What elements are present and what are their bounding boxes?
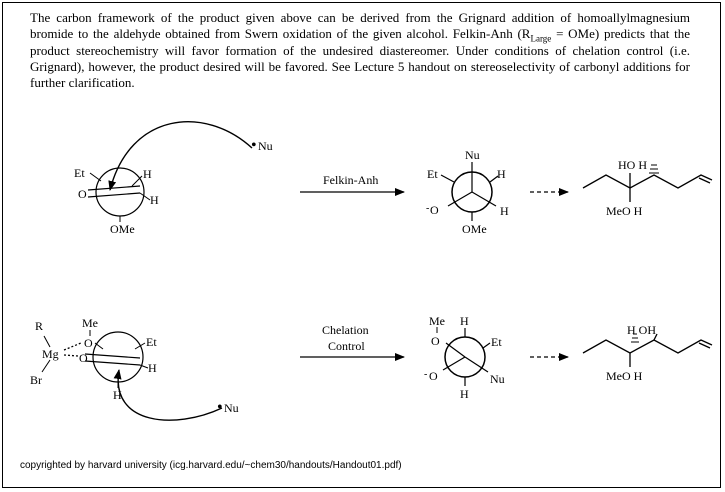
ome-label: OMe [110,222,135,236]
br-label: Br [30,373,42,387]
nu-dot: • [251,137,257,154]
front-bond-up-left [446,343,465,357]
et-label: Et [491,335,502,349]
nu-dot: • [217,399,223,416]
et-label: Et [427,167,438,181]
h-bottom-label: H [460,387,469,401]
r-label: R [35,319,44,333]
nucleophile-label: Nu [258,139,273,153]
o-minus-charge: - [424,369,428,380]
chelation-reactant [30,316,239,420]
back-bond-et [441,175,454,182]
et-label: Et [146,335,157,349]
back-bond-et [483,343,490,348]
bond-et [90,173,101,181]
h-bottom-right-label: H [500,204,509,218]
felkin-anh-label: Felkin-Anh [323,173,379,187]
o-minus-charge: - [426,203,430,214]
bottom-labels: MeO H [606,369,643,383]
chelation-label-line2: Control [328,339,365,353]
mg-o-dashed-top [64,343,81,350]
chelating-o-label: O [84,336,93,350]
bottom-labels: MeO H [606,204,643,218]
felkin-anh-arrow [300,173,404,192]
felkin-anh-product-structure [583,158,712,218]
mg-r-bond [44,336,50,347]
bond-et [135,343,145,349]
carbonyl-o-label: O [79,351,88,365]
et-label: Et [74,166,85,180]
me-label: Me [82,316,98,330]
h-bottom-label: H [113,388,122,402]
carbon-chain [583,340,712,353]
h-top-right-label: H [497,167,506,181]
h-right-label: H [150,193,159,207]
h-top-label: H [460,314,469,328]
mg-label: Mg [42,347,59,361]
bond-h-top [132,176,142,186]
o-label: O [78,187,87,201]
o-label: O [429,369,438,383]
top-labels: H OH [627,323,656,337]
top-labels: HO H [618,158,647,172]
nu-label: Nu [465,148,480,162]
chelation-product-newman [424,314,505,401]
h-right-label: H [148,361,157,375]
chelation-product-structure [583,323,712,383]
bond-h-right [140,193,150,200]
felkin-anh-reactant [74,122,273,236]
o-label: O [430,203,439,217]
nucleophile-label: Nu [224,401,239,415]
paragraph-part2: = OMe) predicts that the product stereochemistry will favor formation of the undesired diastereomer. Under conditions of chelation control (i.e. Grignard), however, the product desired will be favored. See Lecture 5 handout on stereoselectivity of carbonyl additions for further clarification. [30,26,690,91]
copyright-credit: copyrighted by harvard university (icg.harvard.edu/~chem30/handouts/Handout01.pdf) [20,460,402,471]
mg-br-bond [42,360,50,372]
ome-label: OMe [462,222,487,236]
felkin-anh-product-newman [426,148,509,236]
paragraph-subscript: Large [530,33,552,44]
chelation-label-line1: Chelation [322,323,369,337]
h-top-label: H [143,167,152,181]
o-top-label: O [431,334,440,348]
newman-circle [96,168,144,216]
paragraph-part1: The carbon framework of the product given above can be derived from the Grignard addition of homoallylmagnesium bromide to the aldehyde obtained from Swern oxidation of the given alcohol. Felkin-Anh (R [30,10,690,42]
chelation-arrow [300,323,404,357]
me-label: Me [429,314,445,328]
nucleophile-attack-curve [118,370,222,420]
nucleophile-attack-curve [110,122,252,190]
mg-o-dashed-bottom [64,355,78,356]
carbon-chain [583,175,712,188]
nu-label: Nu [490,372,505,386]
